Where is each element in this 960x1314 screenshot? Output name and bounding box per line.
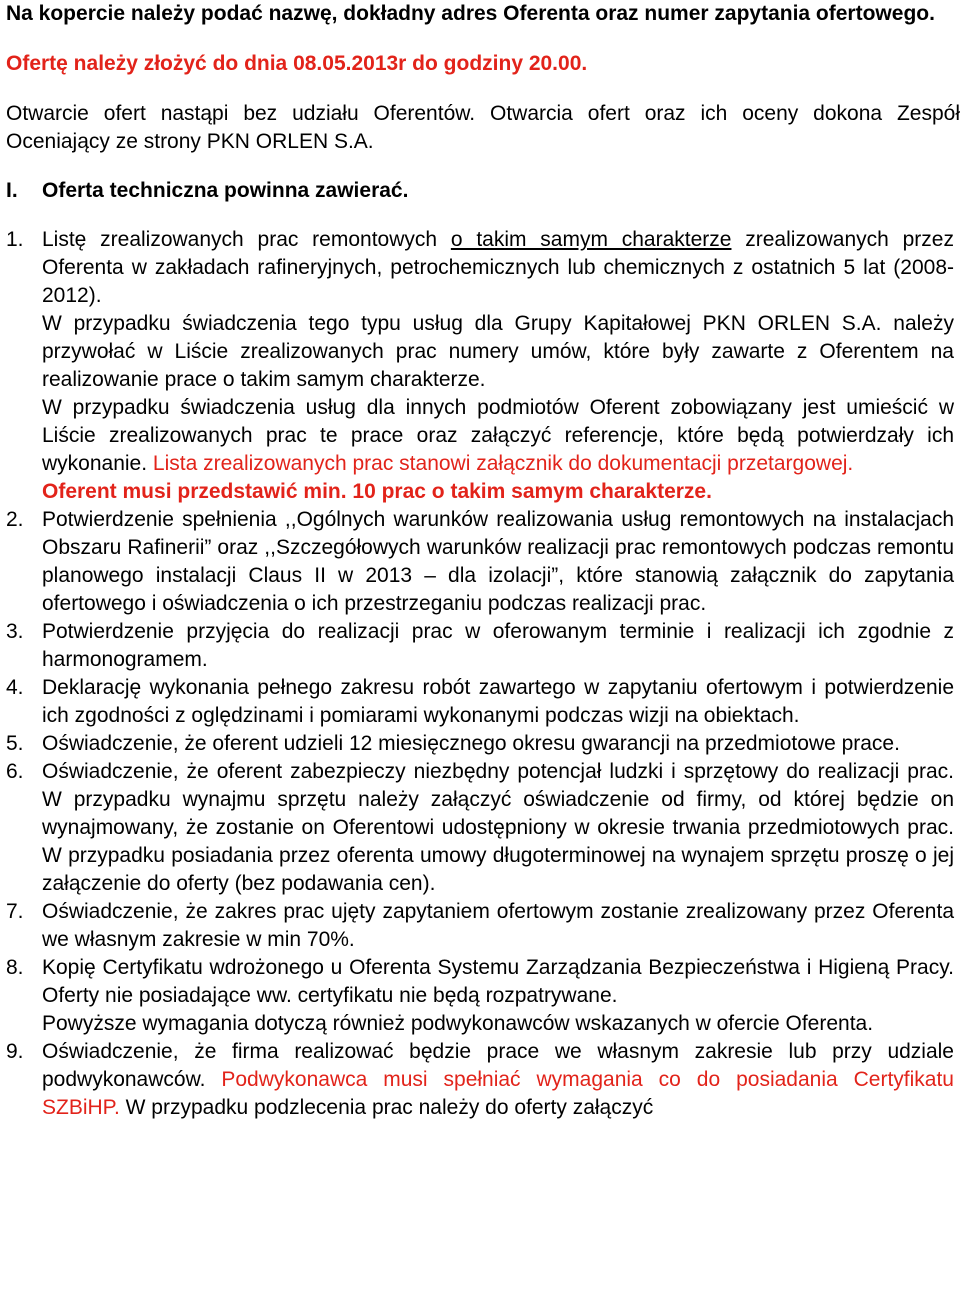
list-item-number: 9.: [6, 1040, 24, 1063]
list-item-number: 7.: [6, 900, 24, 923]
list-item-number: 5.: [6, 732, 24, 755]
offer-opening-note: Otwarcie ofert nastąpi bez udziału Oferentów. Otwarcia ofert oraz ich oceny dokona Zespół Oceniający ze strony PKN ORLEN S.A.: [6, 102, 960, 153]
list-item-3: [6, 618, 960, 674]
list-item-7: [6, 898, 960, 954]
list-item-number: 2.: [6, 508, 24, 531]
item9-text-rest: W przypadku podzlecenia prac należy do oferty załączyć: [119, 1096, 654, 1119]
list-item-5: [6, 730, 960, 758]
list-item-text: [42, 226, 960, 506]
list-item-text: Oświadczenie, że oferent zabezpieczy niezbędny potencjał ludzki i sprzętowy do realizacji prac. W przypadku wynajmu sprzętu należy załączyć oświadczenie od firmy, od której będzie on wynajmowany, że zostanie on Oferentowi udostępniony w okresie trwania przedmiotowych prac. W przypadku posiadania przez oferenta umowy długoterminowej na wynajem sprzętu proszę o jej załączenie do oferty (bez podawania cen).: [42, 760, 954, 895]
item1-text-a: Listę zrealizowanych prac remontowych: [42, 228, 451, 251]
list-item-1: [6, 226, 960, 506]
list-item-6: [6, 758, 960, 898]
list-item-2: [6, 506, 960, 618]
item1-paragraph-a: [42, 226, 954, 310]
item8-paragraph-b: Powyższe wymagania dotyczą również podwykonawców wskazanych w ofercie Oferenta.: [42, 1012, 874, 1035]
item9-text-a: Oświadczenie, że firma realizować będzie prace we własnym zakresie lub przy udziale podwykonawców.: [42, 1040, 954, 1091]
list-item-text: Potwierdzenie przyjęcia do realizacji prac w oferowanym terminie i realizacji ich zgodnie z harmonogramem.: [42, 620, 954, 671]
list-item-number: 8.: [6, 956, 24, 979]
list-item-text: Deklarację wykonania pełnego zakresu robót zawartego w zapytaniu ofertowym i potwierdzenie ich zgodności z oględzinami i pomiarami wykonanymi podczas wizji na obiektach.: [42, 676, 954, 727]
list-item-number: 6.: [6, 760, 24, 783]
section-title: Oferta techniczna powinna zawierać.: [42, 179, 409, 202]
envelope-instruction: Na kopercie należy podać nazwę, dokładny adres Oferenta oraz numer zapytania ofertowego.: [6, 2, 935, 25]
list-item-number: 4.: [6, 676, 24, 699]
section-number: I.: [6, 179, 18, 202]
list-item-text: Oświadczenie, że oferent udzieli 12 miesięcznego okresu gwarancji na przedmiotowe prace.: [42, 732, 900, 755]
list-item-text: Oświadczenie, że zakres prac ujęty zapytaniem ofertowym zostanie zrealizowany przez Oferenta we własnym zakresie w min 70%.: [42, 900, 954, 951]
item8-paragraph-a: Kopię Certyfikatu wdrożonego u Oferenta Systemu Zarządzania Bezpieczeństwa i Higieną Pracy. Oferty nie posiadające ww. certyfikatu nie będą rozpatrywane.: [42, 956, 954, 1007]
item1-underlined: o takim samym charakterze: [450, 228, 732, 251]
list-item-4: [6, 674, 960, 730]
list-item-number: 1.: [6, 228, 24, 251]
item1-paragraph-c: [42, 394, 954, 478]
item1-text-c: W przypadku świadczenia usług dla innych podmiotów Oferent zobowiązany jest umieścić w Liście zrealizowanych prac te prace oraz załączyć referencje, które będą potwierdzały ich wykonanie.: [42, 396, 954, 475]
item1-red-note: Lista zrealizowanych prac stanowi załącznik do dokumentacji przetargowej.: [152, 452, 854, 475]
item9-red-note: Podwykonawca musi spełniać wymagania co do posiadania Certyfikatu SZBiHP.: [42, 1068, 954, 1119]
list-item-8: [6, 954, 960, 1038]
offer-deadline: Ofertę należy złożyć do dnia 08.05.2013r do godziny 20.00.: [6, 52, 588, 75]
list-item-number: 3.: [6, 620, 24, 643]
section-heading: [6, 177, 960, 205]
list-item-text: Potwierdzenie spełnienia ,,Ogólnych warunków realizowania usług remontowych na instalacjach Obszaru Rafinerii” oraz ,,Szczegółowych warunków realizacji prac remontowych podczas remontu planowego instalacji Claus II w 2013 – dla izolacji”, które stanowią załącznik do zapytania ofertowego i oświadczenia o ich przestrzeganiu podczas realizacji prac.: [42, 508, 954, 615]
item1-paragraph-b: W przypadku świadczenia tego typu usług dla Grupy Kapitałowej PKN ORLEN S.A. należy przywołać w Liście zrealizowanych prac numery umów, które były zawarte z Oferentem na realizowanie prace o takim samym charakterze.: [42, 312, 954, 391]
item1-text-a-rest: zrealizowanych przez Oferenta w zakładach rafineryjnych, petrochemicznych lub chemicznych z ostatnich 5 lat (2008-2012).: [42, 228, 954, 307]
list-item-text: [42, 1038, 960, 1122]
item1-requirement: Oferent musi przedstawić min. 10 prac o takim samym charakterze.: [42, 480, 712, 503]
list-item-text: [42, 954, 960, 1038]
list-item-9: [6, 1038, 960, 1122]
